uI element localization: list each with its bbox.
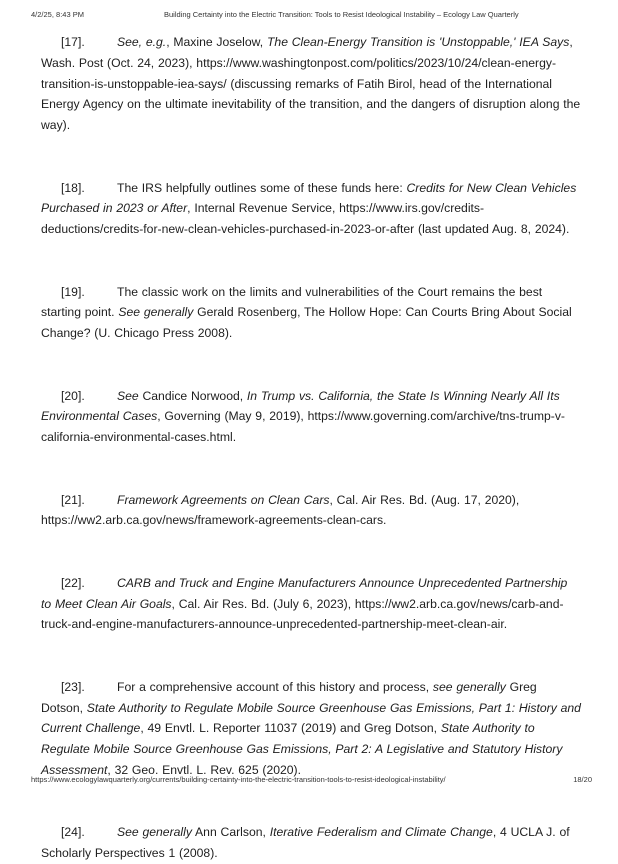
- footnote-number[interactable]: [18].: [61, 180, 85, 195]
- footnote-number[interactable]: [20].: [61, 388, 85, 403]
- footnotes-list: [41, 32, 581, 864]
- footnote-number[interactable]: [19].: [61, 284, 85, 299]
- footnote-20: [41, 386, 581, 448]
- footnote-number[interactable]: [22].: [61, 575, 85, 590]
- footnote-24: [41, 822, 581, 864]
- article-title: Iterative Federalism and Climate Change: [269, 825, 493, 840]
- print-footer: [0, 775, 618, 787]
- page-number: 18/20: [573, 775, 592, 784]
- footnote-23: [41, 677, 581, 781]
- footnote-text: , Internal Revenue Service, https://www.irs.gov/credits-deductions/credits-for-new-clean-vehicles-purchased-in-2023-or-after (last updated Aug. 8, 2024).: [41, 201, 570, 237]
- footnote-text: , Cal. Air Res. Bd. (Aug. 17, 2020), https://ww2.arb.ca.gov/news/framework-agreements-clean-cars.: [41, 492, 520, 528]
- footnote-text: Candice Norwood,: [138, 388, 247, 403]
- footnote-text: , 32 Geo. Envtl. L. Rev. 625 (2020).: [107, 762, 302, 777]
- footnote-text: , 4 UCLA J. of Scholarly Perspectives 1 (2008).: [41, 825, 570, 861]
- signal: see generally: [432, 679, 506, 694]
- footnote-text: Ann Carlson,: [191, 825, 270, 840]
- footnote-text: The classic work on the limits and vulnerabilities of the Court remains the best starting point.: [41, 284, 543, 320]
- footnote-number[interactable]: [24].: [61, 825, 85, 840]
- article-title: Credits for New Clean Vehicles Purchased in 2023 or After: [41, 180, 577, 216]
- footnote-text: , Wash. Post (Oct. 24, 2023), https://www.washingtonpost.com/politics/2023/10/24/clean-energy-transition-is-unstoppable-iea-says/ (discussing remarks of Fatih Birol, head of the International Energy Agency on the ultimate inevitability of the transition, and the dangers of disruption along the way).: [41, 35, 581, 133]
- footnote-text: Gerald Rosenberg, The Hollow Hope: Can Courts Bring About Social Change? (U. Chicago Press 2008).: [41, 305, 572, 341]
- print-header: [0, 10, 618, 22]
- footnote-22: [41, 573, 581, 635]
- footnote-19: [41, 282, 581, 344]
- footnote-text: , 49 Envtl. L. Reporter 11037 (2019) and Greg Dotson,: [140, 721, 441, 736]
- footnote-17: [41, 32, 581, 136]
- footnote-18: [41, 178, 581, 240]
- print-page-title: Building Certainty into the Electric Transition: Tools to Resist Ideological Instability – Ecology Law Quarterly: [164, 10, 519, 19]
- print-url: https://www.ecologylawquarterly.org/currents/building-certainty-into-the-electric-transition-tools-to-resist-ideological-instability/: [31, 775, 446, 784]
- footnote-21: [41, 490, 581, 532]
- article-title: State Authority to Regulate Mobile Source Greenhouse Gas Emissions, Part 1: History and Current Challenge: [41, 700, 581, 736]
- article-title: CARB and Truck and Engine Manufacturers Announce Unprecedented Partnership to Meet Clean Air Goals: [41, 575, 568, 611]
- signal: See, e.g.: [117, 35, 167, 49]
- signal: See generally: [117, 825, 192, 840]
- footnote-number[interactable]: [17].: [61, 35, 85, 49]
- signal: See: [117, 388, 139, 403]
- footnote-text: , Cal. Air Res. Bd. (July 6, 2023), https://ww2.arb.ca.gov/news/carb-and-truck-and-engine-manufacturers-announce-unprecedented-partnership-meet-clean-air.: [41, 596, 564, 632]
- article-title: The Clean-Energy Transition is 'Unstoppable,' IEA Says: [266, 35, 570, 49]
- article-title: Framework Agreements on Clean Cars: [117, 492, 330, 507]
- footnote-text: For a comprehensive account of this history and process,: [117, 679, 433, 694]
- footnote-text: The IRS helpfully outlines some of these funds here:: [117, 180, 407, 195]
- signal: See generally: [118, 305, 194, 320]
- footnote-number[interactable]: [21].: [61, 492, 85, 507]
- article-title: In Trump vs. California, the State Is Winning Nearly All Its Environmental Cases: [41, 388, 560, 424]
- article-title: State Authority to Regulate Mobile Source Greenhouse Gas Emissions, Part 2: A Legislative and Statutory History Assessment: [41, 721, 563, 777]
- footnote-text: , Governing (May 9, 2019), https://www.governing.com/archive/tns-trump-v-california-environmental-cases.html.: [41, 409, 565, 445]
- footnote-number[interactable]: [23].: [61, 679, 85, 694]
- footnote-text: , Maxine Joselow,: [166, 35, 267, 49]
- footnote-text: Greg Dotson,: [41, 679, 537, 715]
- print-date: 4/2/25, 8:43 PM: [31, 10, 84, 19]
